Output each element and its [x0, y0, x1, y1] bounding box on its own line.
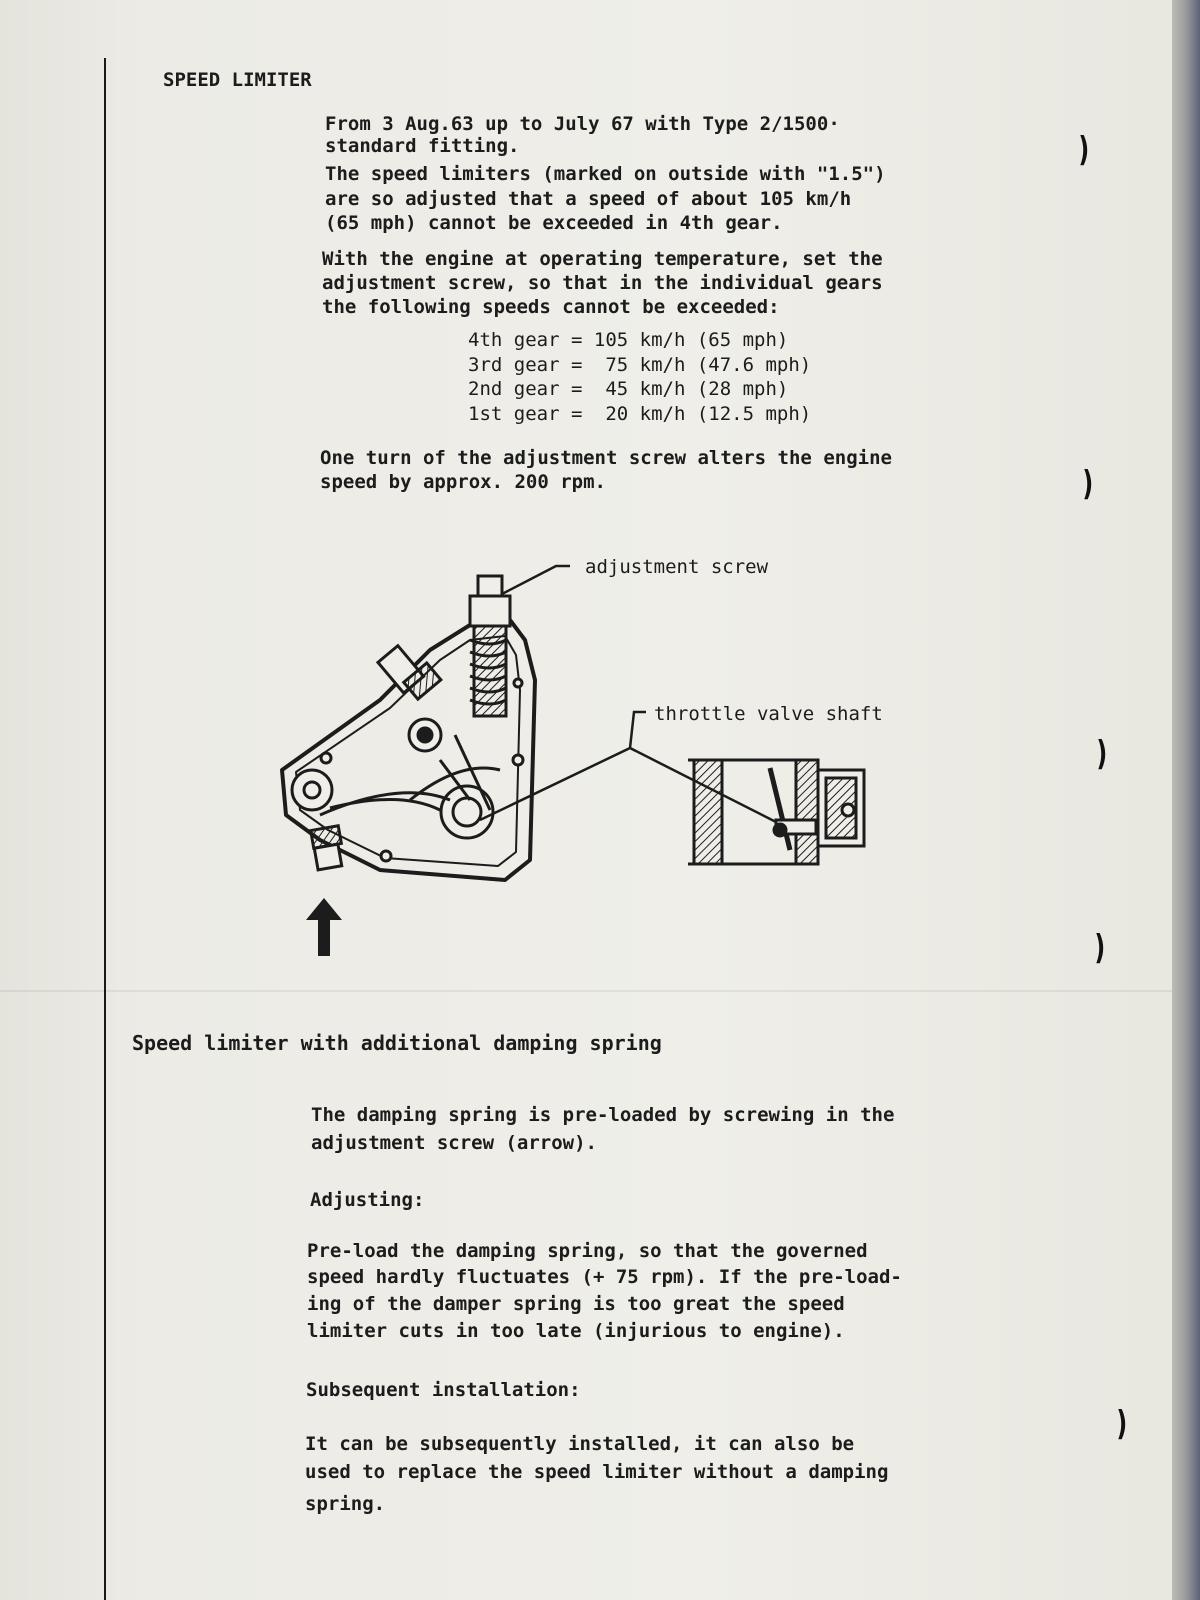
- gear-name: 4th gear: [468, 329, 560, 351]
- throttle-body: [688, 760, 864, 864]
- gear-mph: (65 mph): [696, 329, 789, 351]
- damping-intro-line: adjustment screw (arrow).: [311, 1132, 597, 1154]
- gear-speed: 45 km/h: [593, 378, 686, 400]
- gear-name: 3rd gear: [468, 353, 560, 376]
- installation-line: used to replace the speed limiter without a damping: [305, 1461, 889, 1483]
- intro-line: (65 mph) cannot be exceeded in 4th gear.: [325, 212, 783, 234]
- adjusting-heading: Adjusting:: [310, 1189, 425, 1211]
- gear-equals: =: [570, 402, 583, 425]
- adjusting-line: ing of the damper spring is too great the speed: [307, 1293, 845, 1315]
- gear-speed: 20 km/h: [593, 402, 686, 425]
- intro-line: are so adjusted that a speed of about 105 km/h: [325, 188, 852, 210]
- installation-line: It can be subsequently installed, it can also be: [305, 1433, 855, 1455]
- punch-hole-icon: ): [1078, 130, 1090, 170]
- adjusting-line: limiter cuts in too late (injurious to engine).: [307, 1320, 845, 1342]
- adjusting-line: speed hardly fluctuates (+ 75 rpm). If the pre-load-: [307, 1266, 902, 1288]
- gear-mph: (28 mph): [696, 378, 789, 400]
- punch-hole-icon: ): [1094, 928, 1106, 968]
- section-heading-speed-limiter: SPEED LIMITER: [163, 69, 312, 91]
- label-throttle-valve-shaft: throttle valve shaft: [654, 703, 883, 725]
- label-adjustment-screw: adjustment screw: [585, 556, 769, 578]
- instruction-line: adjustment screw, so that in the individual gears: [322, 272, 883, 294]
- gear-equals: =: [570, 329, 583, 351]
- adjusting-line: Pre-load the damping spring, so that the governed: [307, 1240, 868, 1262]
- instruction-line: the following speeds cannot be exceeded:: [322, 296, 780, 318]
- gear-mph: (47.6 mph): [696, 353, 812, 376]
- intro-line: standard fitting.: [325, 135, 520, 157]
- intro-line: From 3 Aug.63 up to July 67 with Type 2/1500·: [325, 113, 840, 135]
- punch-hole-icon: ): [1082, 464, 1094, 504]
- adjustment-note-line: One turn of the adjustment screw alters the engine: [320, 447, 892, 469]
- gear-speed: 75 km/h: [593, 353, 686, 376]
- adjustment-note-line: speed by approx. 200 rpm.: [320, 471, 606, 493]
- subsequent-installation-heading: Subsequent installation:: [306, 1379, 581, 1401]
- throttle-shaft-leader-a: [480, 712, 646, 820]
- damping-intro-line: The damping spring is pre-loaded by screwing in the: [311, 1104, 895, 1126]
- gear-speed: 105 km/h: [593, 329, 686, 351]
- adjustment-screw-leader: [502, 566, 570, 594]
- punch-hole-icon: ): [1096, 734, 1108, 774]
- gear-mph: (12.5 mph): [696, 402, 812, 425]
- gear-name: 2nd gear: [468, 378, 560, 400]
- page-edge-background: [1172, 0, 1200, 1600]
- up-arrow-icon: [306, 898, 342, 956]
- installation-line: spring.: [305, 1493, 386, 1515]
- punch-hole-icon: ): [1116, 1404, 1128, 1444]
- gear-equals: =: [570, 353, 583, 376]
- section-heading-damping-spring: Speed limiter with additional damping spring: [132, 1031, 662, 1055]
- gear-name: 1st gear: [468, 402, 560, 425]
- gear-equals: =: [570, 378, 583, 400]
- intro-line: The speed limiters (marked on outside with "1.5"): [325, 163, 886, 185]
- instruction-line: With the engine at operating temperature, set the: [322, 248, 883, 270]
